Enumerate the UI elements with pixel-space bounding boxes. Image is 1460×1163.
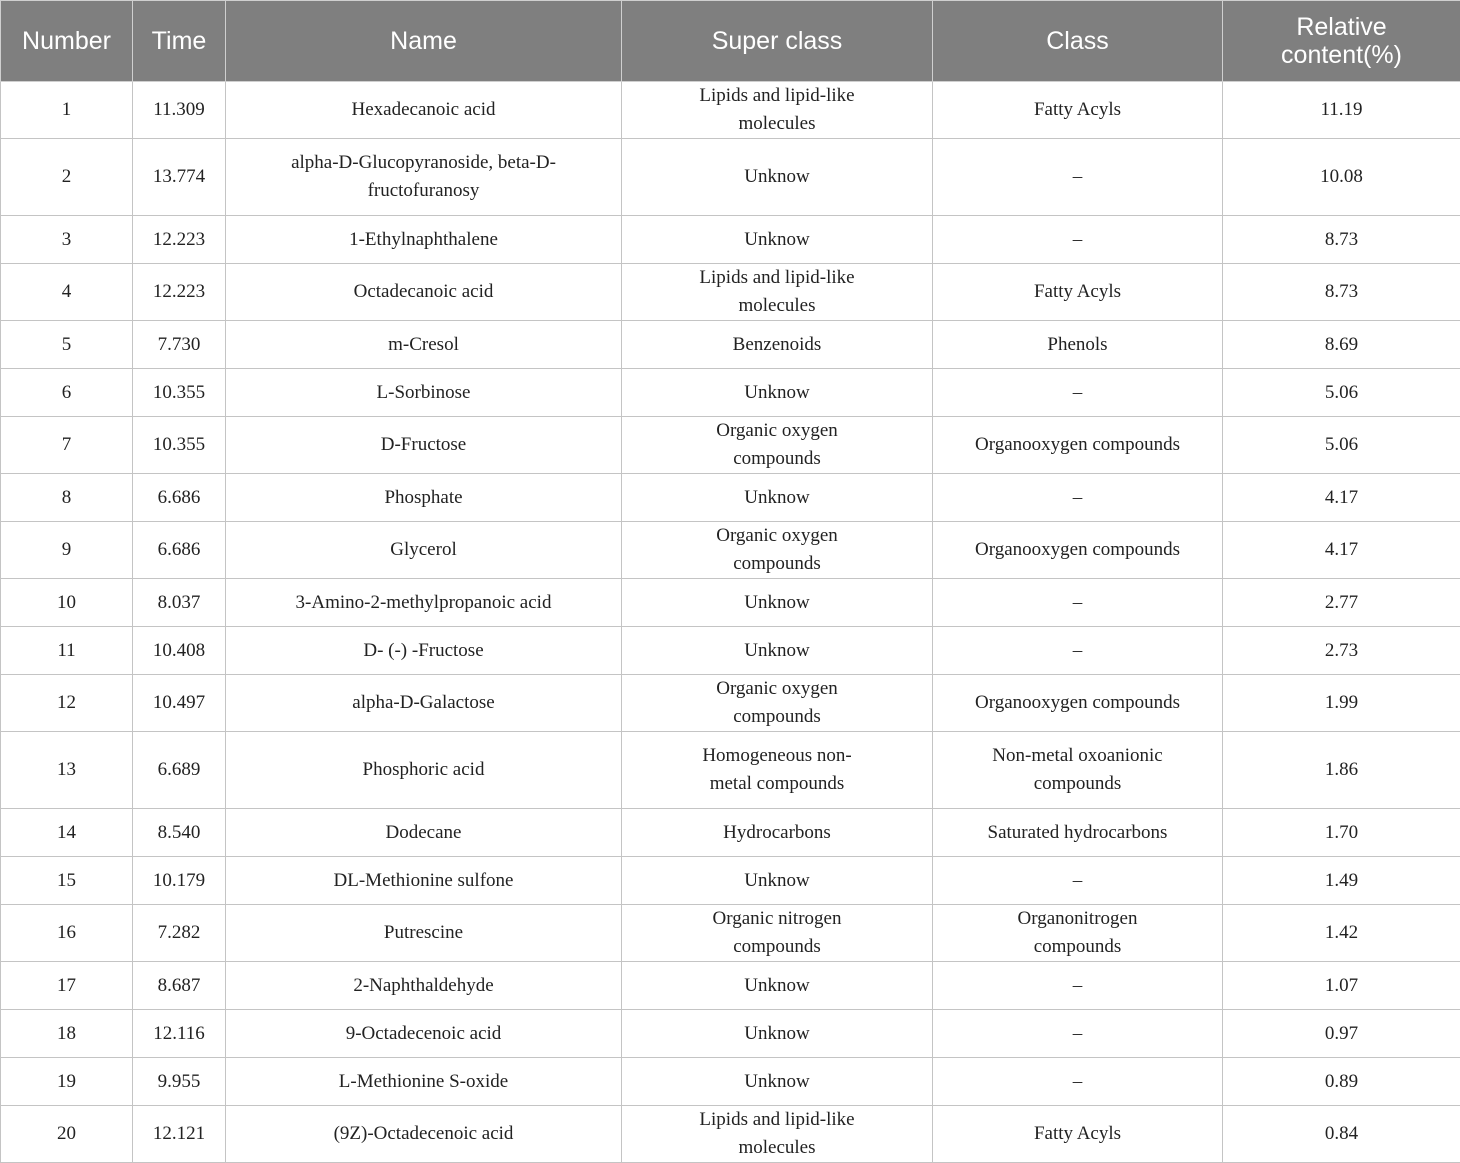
cell-name-text: Putrescine	[384, 919, 463, 947]
cell-class	[933, 857, 1223, 905]
cell-number: 2	[1, 139, 133, 216]
cell-number: 16	[1, 905, 133, 962]
table-row	[1, 474, 1460, 522]
cell-name	[226, 139, 622, 216]
cell-time: 6.686	[133, 474, 226, 522]
table-row	[1, 962, 1460, 1010]
cell-super-class	[622, 139, 933, 216]
cell-super-class	[622, 1106, 933, 1163]
cell-name	[226, 732, 622, 809]
table-row	[1, 321, 1460, 369]
cell-super-class	[622, 417, 933, 474]
cell-super-class-text: Benzenoids	[733, 331, 822, 359]
cell-class-text: Organooxygen compounds	[975, 536, 1180, 564]
cell-relative-content: 5.06	[1223, 417, 1460, 474]
cell-class	[933, 579, 1223, 627]
cell-super-class-text: Unknow	[744, 379, 809, 407]
cell-class-text: –	[1073, 484, 1083, 512]
cell-time: 7.730	[133, 321, 226, 369]
cell-name	[226, 579, 622, 627]
cell-number: 10	[1, 579, 133, 627]
table-row	[1, 809, 1460, 857]
cell-class	[933, 139, 1223, 216]
cell-number: 13	[1, 732, 133, 809]
cell-super-class	[622, 579, 933, 627]
cell-relative-content: 2.73	[1223, 627, 1460, 675]
cell-time: 11.309	[133, 82, 226, 139]
cell-super-class-text: Unknow	[744, 867, 809, 895]
cell-number: 14	[1, 809, 133, 857]
cell-number: 8	[1, 474, 133, 522]
cell-name	[226, 1058, 622, 1106]
cell-class	[933, 522, 1223, 579]
cell-class-text: –	[1073, 972, 1083, 1000]
cell-name	[226, 321, 622, 369]
cell-class	[933, 1106, 1223, 1163]
cell-class	[933, 962, 1223, 1010]
table-row	[1, 1058, 1460, 1106]
cell-class-text: Fatty Acyls	[1034, 1120, 1121, 1148]
cell-super-class	[622, 264, 933, 321]
cell-super-class-text: Unknow	[744, 637, 809, 665]
cell-super-class-text: Unknow	[744, 589, 809, 617]
cell-relative-content: 1.86	[1223, 732, 1460, 809]
cell-relative-content: 0.84	[1223, 1106, 1460, 1163]
cell-class-text: –	[1073, 867, 1083, 895]
table-row	[1, 1106, 1460, 1163]
header-name: Name	[226, 1, 622, 82]
cell-class-text: Fatty Acyls	[1034, 96, 1121, 124]
cell-class	[933, 627, 1223, 675]
cell-name	[226, 369, 622, 417]
header-time: Time	[133, 1, 226, 82]
cell-number: 5	[1, 321, 133, 369]
cell-number: 9	[1, 522, 133, 579]
cell-class	[933, 474, 1223, 522]
cell-name	[226, 474, 622, 522]
cell-relative-content: 1.07	[1223, 962, 1460, 1010]
cell-time: 12.223	[133, 216, 226, 264]
cell-super-class-text: Lipids and lipid-like molecules	[682, 82, 872, 138]
cell-time: 10.355	[133, 369, 226, 417]
cell-relative-content: 4.17	[1223, 474, 1460, 522]
header-number: Number	[1, 1, 133, 82]
cell-class	[933, 216, 1223, 264]
cell-name-text: L-Sorbinose	[377, 379, 471, 407]
cell-class	[933, 1058, 1223, 1106]
cell-class	[933, 417, 1223, 474]
cell-class	[933, 264, 1223, 321]
cell-number: 1	[1, 82, 133, 139]
cell-class-text: –	[1073, 163, 1083, 191]
cell-class-text: –	[1073, 637, 1083, 665]
cell-name	[226, 1106, 622, 1163]
table-row	[1, 82, 1460, 139]
cell-relative-content: 10.08	[1223, 139, 1460, 216]
cell-number: 4	[1, 264, 133, 321]
cell-time: 7.282	[133, 905, 226, 962]
table-body	[1, 82, 1460, 1163]
cell-time: 10.408	[133, 627, 226, 675]
cell-class-text: –	[1073, 589, 1083, 617]
cell-relative-content: 8.73	[1223, 216, 1460, 264]
table-row	[1, 579, 1460, 627]
cell-name-text: D-Fructose	[381, 431, 466, 459]
cell-class	[933, 369, 1223, 417]
cell-super-class-text: Organic nitrogen compounds	[682, 905, 872, 961]
table-row	[1, 216, 1460, 264]
cell-name-text: DL-Methionine sulfone	[334, 867, 514, 895]
cell-number: 15	[1, 857, 133, 905]
cell-relative-content: 1.42	[1223, 905, 1460, 962]
cell-super-class	[622, 522, 933, 579]
cell-class	[933, 321, 1223, 369]
table-row	[1, 139, 1460, 216]
cell-relative-content: 5.06	[1223, 369, 1460, 417]
cell-class-text: Organooxygen compounds	[975, 689, 1180, 717]
cell-name-text: 2-Naphthaldehyde	[353, 972, 493, 1000]
cell-class-text: –	[1073, 1068, 1083, 1096]
cell-super-class-text: Lipids and lipid-like molecules	[682, 264, 872, 320]
cell-super-class-text: Unknow	[744, 226, 809, 254]
cell-super-class	[622, 675, 933, 732]
cell-name-text: L-Methionine S-oxide	[339, 1068, 508, 1096]
cell-name	[226, 905, 622, 962]
cell-time: 8.037	[133, 579, 226, 627]
cell-super-class-text: Hydrocarbons	[723, 819, 831, 847]
cell-super-class	[622, 474, 933, 522]
table-row	[1, 417, 1460, 474]
cell-name-text: 3-Amino-2-methylpropanoic acid	[296, 589, 552, 617]
cell-super-class	[622, 962, 933, 1010]
cell-class-text: –	[1073, 1020, 1083, 1048]
cell-time: 12.121	[133, 1106, 226, 1163]
cell-super-class	[622, 809, 933, 857]
cell-super-class	[622, 732, 933, 809]
cell-class	[933, 82, 1223, 139]
table-row	[1, 1010, 1460, 1058]
cell-number: 11	[1, 627, 133, 675]
cell-name	[226, 857, 622, 905]
cell-time: 10.179	[133, 857, 226, 905]
header-row	[1, 1, 1460, 82]
cell-name-text: m-Cresol	[388, 331, 459, 359]
cell-super-class-text: Homogeneous non-metal compounds	[682, 742, 872, 798]
cell-class	[933, 732, 1223, 809]
table-row	[1, 732, 1460, 809]
cell-time: 10.355	[133, 417, 226, 474]
cell-super-class-text: Organic oxygen compounds	[682, 417, 872, 473]
cell-super-class-text: Organic oxygen compounds	[682, 675, 872, 731]
cell-super-class	[622, 857, 933, 905]
cell-super-class-text: Lipids and lipid-like molecules	[682, 1106, 872, 1162]
cell-super-class-text: Organic oxygen compounds	[682, 522, 872, 578]
cell-class-text: –	[1073, 379, 1083, 407]
cell-relative-content: 8.69	[1223, 321, 1460, 369]
cell-relative-content: 8.73	[1223, 264, 1460, 321]
cell-super-class-text: Unknow	[744, 484, 809, 512]
cell-time: 13.774	[133, 139, 226, 216]
cell-name	[226, 417, 622, 474]
cell-time: 9.955	[133, 1058, 226, 1106]
cell-name-text: alpha-D-Glucopyranoside, beta-D-fructofuranosy	[284, 149, 564, 205]
cell-number: 6	[1, 369, 133, 417]
table-row	[1, 905, 1460, 962]
cell-name	[226, 216, 622, 264]
cell-relative-content: 0.97	[1223, 1010, 1460, 1058]
cell-relative-content: 1.70	[1223, 809, 1460, 857]
cell-super-class	[622, 369, 933, 417]
table-row	[1, 369, 1460, 417]
cell-class-text: Fatty Acyls	[1034, 278, 1121, 306]
cell-super-class	[622, 1010, 933, 1058]
cell-super-class-text: Unknow	[744, 972, 809, 1000]
cell-relative-content: 1.49	[1223, 857, 1460, 905]
cell-relative-content: 11.19	[1223, 82, 1460, 139]
cell-class-text: Phenols	[1047, 331, 1107, 359]
cell-name	[226, 675, 622, 732]
cell-name-text: 1-Ethylnaphthalene	[349, 226, 498, 254]
cell-class	[933, 1010, 1223, 1058]
cell-name-text: (9Z)-Octadecenoic acid	[334, 1120, 514, 1148]
cell-relative-content: 0.89	[1223, 1058, 1460, 1106]
cell-name-text: Phosphoric acid	[363, 756, 485, 784]
cell-relative-content: 1.99	[1223, 675, 1460, 732]
cell-name-text: Phosphate	[384, 484, 462, 512]
table-row	[1, 264, 1460, 321]
cell-super-class	[622, 216, 933, 264]
cell-name	[226, 264, 622, 321]
header-class: Class	[933, 1, 1223, 82]
cell-relative-content: 2.77	[1223, 579, 1460, 627]
cell-super-class	[622, 905, 933, 962]
cell-number: 18	[1, 1010, 133, 1058]
cell-name-text: D- (-) -Fructose	[363, 637, 483, 665]
cell-name	[226, 962, 622, 1010]
cell-super-class-text: Unknow	[744, 1020, 809, 1048]
cell-name	[226, 1010, 622, 1058]
cell-super-class	[622, 627, 933, 675]
cell-name	[226, 809, 622, 857]
cell-name-text: Dodecane	[386, 819, 462, 847]
cell-number: 20	[1, 1106, 133, 1163]
header-relative-content	[1223, 1, 1460, 82]
cell-number: 17	[1, 962, 133, 1010]
cell-class-text: Organonitrogen compounds	[973, 905, 1183, 961]
cell-time: 12.223	[133, 264, 226, 321]
cell-class	[933, 675, 1223, 732]
cell-class-text: Saturated hydrocarbons	[988, 819, 1168, 847]
table-row	[1, 857, 1460, 905]
cell-name-text: Hexadecanoic acid	[352, 96, 496, 124]
cell-name-text: Glycerol	[390, 536, 456, 564]
cell-number: 12	[1, 675, 133, 732]
cell-time: 8.540	[133, 809, 226, 857]
cell-class-text: Non-metal oxoanionic compounds	[973, 742, 1183, 798]
cell-relative-content: 4.17	[1223, 522, 1460, 579]
cell-time: 10.497	[133, 675, 226, 732]
cell-name-text: Octadecanoic acid	[354, 278, 494, 306]
cell-super-class	[622, 82, 933, 139]
cell-name-text: 9-Octadecenoic acid	[346, 1020, 502, 1048]
cell-super-class	[622, 321, 933, 369]
header-relative-content-label: Relative content(%)	[1267, 13, 1417, 69]
cell-class-text: –	[1073, 226, 1083, 254]
cell-number: 7	[1, 417, 133, 474]
cell-time: 6.689	[133, 732, 226, 809]
cell-name	[226, 82, 622, 139]
cell-number: 3	[1, 216, 133, 264]
cell-name	[226, 627, 622, 675]
cell-class	[933, 809, 1223, 857]
cell-name-text: alpha-D-Galactose	[352, 689, 494, 717]
cell-super-class-text: Unknow	[744, 1068, 809, 1096]
cell-time: 8.687	[133, 962, 226, 1010]
cell-class-text: Organooxygen compounds	[975, 431, 1180, 459]
table-row	[1, 675, 1460, 732]
table-row	[1, 627, 1460, 675]
header-super-class: Super class	[622, 1, 933, 82]
table-header	[1, 1, 1460, 82]
cell-super-class-text: Unknow	[744, 163, 809, 191]
cell-class	[933, 905, 1223, 962]
cell-number: 19	[1, 1058, 133, 1106]
cell-time: 12.116	[133, 1010, 226, 1058]
cell-time: 6.686	[133, 522, 226, 579]
table-row	[1, 522, 1460, 579]
cell-name	[226, 522, 622, 579]
cell-super-class	[622, 1058, 933, 1106]
